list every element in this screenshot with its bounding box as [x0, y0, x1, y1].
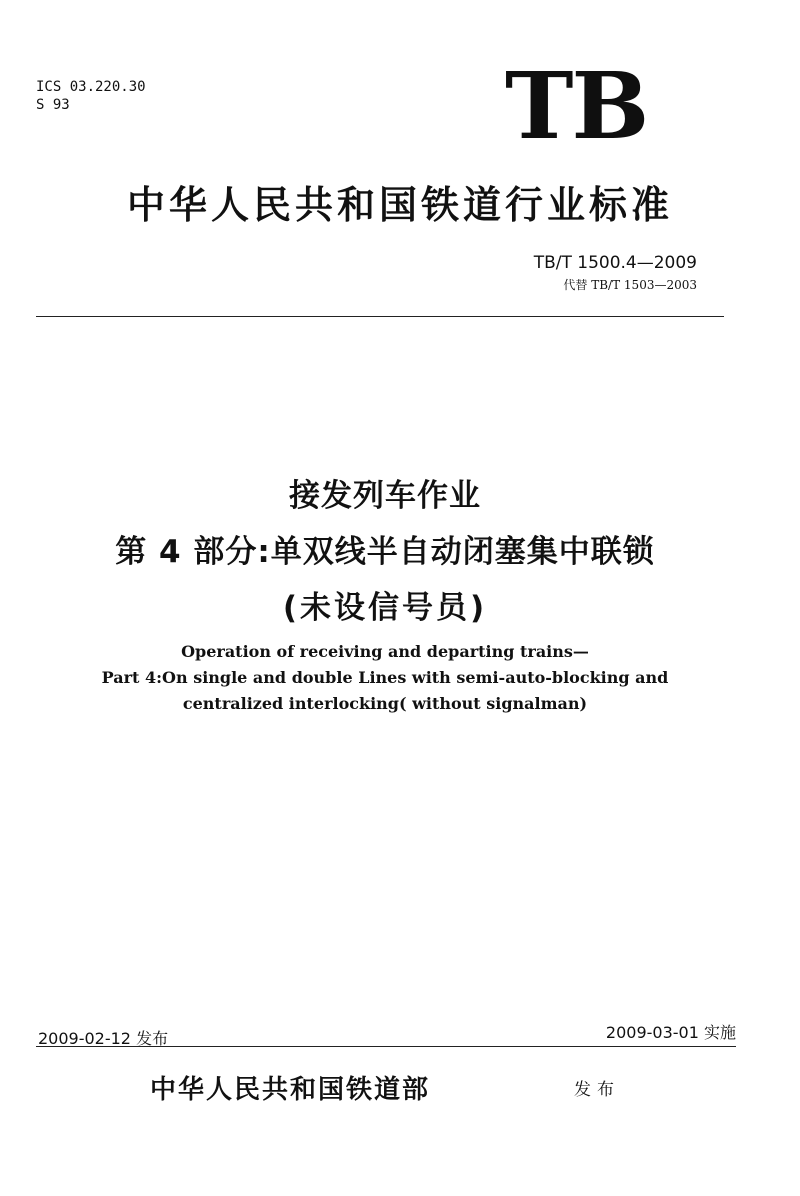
issue-date: 2009-02-12 发布 [38, 1029, 169, 1048]
top-divider [36, 316, 724, 317]
standard-code: TB/T 1500.4—2009 [533, 253, 697, 273]
en-title-line-2: Part 4:On single and double Lines with semi-auto-blocking and [101, 668, 669, 687]
classification-code: S 93 [36, 97, 70, 113]
cn-title-line-1: 接发列车作业 [289, 478, 481, 514]
publisher-label: 发布 [574, 1080, 620, 1100]
classification-block [36, 78, 146, 114]
standard-type-title: 中华人民共和国铁道行业标准 [126, 182, 673, 227]
en-title-line-1: Operation of receiving and departing trains— [181, 642, 589, 661]
en-title-line-3: centralized interlocking( without signalman) [182, 694, 588, 713]
ics-code: ICS 03.220.30 [36, 79, 146, 95]
cn-title-line-2: 第 4 部分:单双线半自动闭塞集中联锁 [115, 534, 655, 570]
implementation-date: 2009-03-01 实施 [605, 1023, 736, 1042]
cn-title-line-3: (未设信号员) [282, 590, 488, 626]
replaces-note: 代替 TB/T 1503—2003 [563, 278, 697, 292]
publisher-name: 中华人民共和国铁道部 [150, 1075, 431, 1105]
bottom-divider [36, 1046, 736, 1047]
tb-logo: TB [505, 52, 648, 160]
